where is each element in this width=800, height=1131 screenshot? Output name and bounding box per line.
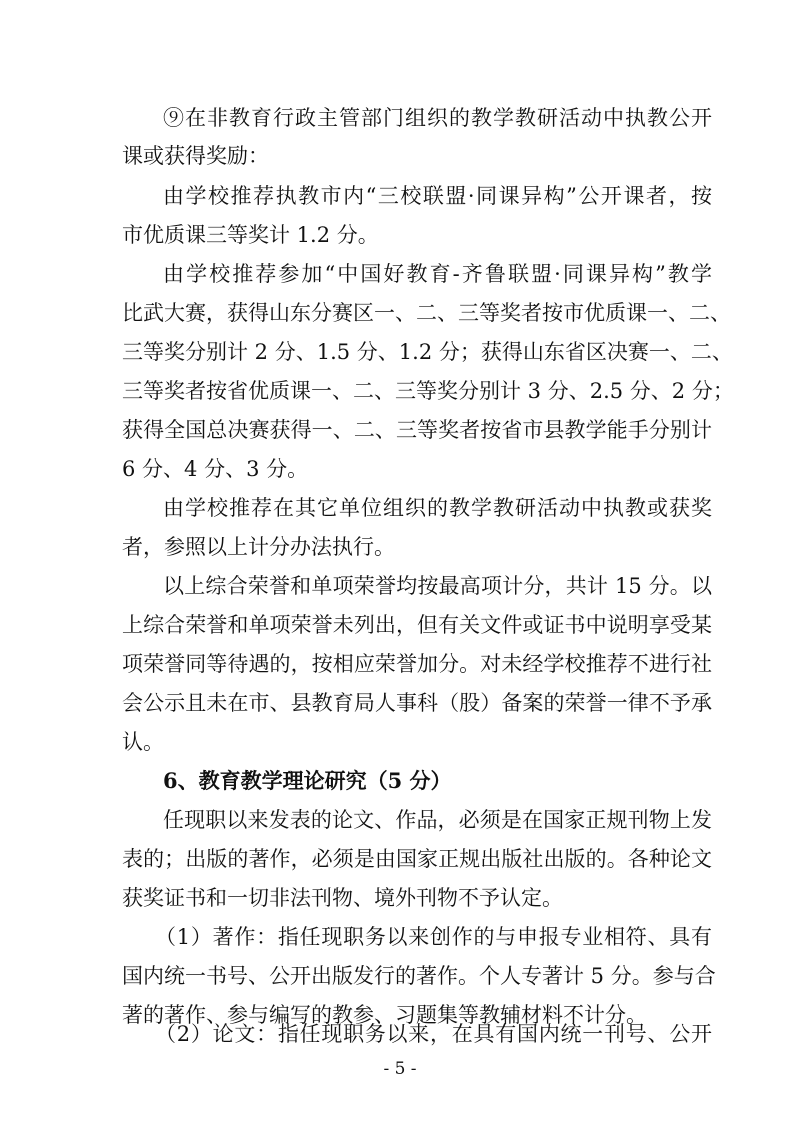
paragraph-theory-line-3: 获奖证书和一切非法刊物、境外刊物不予认定。: [122, 886, 563, 910]
paragraph-honors-line-4: 会公示且未在市、县教育局人事科（股）备案的荣誉一律不予承: [122, 691, 712, 715]
paragraph-qilu-line-2: 比武大赛，获得山东分赛区一、二、三等奖者按市优质课一、二、: [122, 301, 731, 325]
paragraph-theory-line-1: 任现职以来发表的论文、作品，必须是在国家正规刊物上发: [163, 808, 712, 832]
paragraph-sanxiao-line-2: 市优质课三等奖计 1.2 分。: [122, 223, 379, 247]
paragraph-honors-line-3: 项荣誉同等待遇的，按相应荣誉加分。对未经学校推荐不进行社: [122, 652, 712, 676]
paragraph-honors-line-5: 认。: [122, 730, 164, 754]
section-heading: 6、教育教学理论研究（5 分）: [163, 768, 452, 793]
paragraph-other-units-line-2: 者，参照以上计分办法执行。: [122, 535, 395, 559]
paragraph-qilu-line-3: 三等奖分别计 2 分、1.5 分、1.2 分；获得山东省区决赛一、二、: [122, 340, 733, 364]
paragraph-qilu-line-4: 三等奖者按省优质课一、二、三等奖分别计 3 分、2.5 分、2 分；: [122, 379, 734, 403]
paragraph-honors-line-2: 上综合荣誉和单项荣誉未列出，但有关文件或证书中说明享受某: [122, 613, 712, 637]
paragraph-item-9-line-2: 课或获得奖励：: [122, 144, 269, 168]
paragraph-qilu-line-5: 获得全国总决赛获得一、二、三等奖者按省市县教学能手分别计: [122, 418, 712, 442]
paragraph-theory-line-2: 表的；出版的著作，必须是由国家正规出版社出版的。各种论文: [122, 847, 712, 871]
paragraph-papers-line-1: （2）论文：指任现职务以来，在具有国内统一刊号、公开: [155, 1022, 712, 1046]
page-number: - 5 -: [383, 1059, 417, 1079]
paragraph-works-line-1: （1）著作：指任现职务以来创作的与申报专业相符、具有: [155, 925, 712, 949]
paragraph-works-line-3: 著的著作、参与编写的教参、习题集等教辅材料不计分。: [122, 1003, 647, 1027]
paragraph-qilu-line-6: 6 分、4 分、3 分。: [122, 457, 309, 481]
paragraph-works-line-2: 国内统一书号、公开出版发行的著作。个人专著计 5 分。参与合: [122, 964, 716, 988]
paragraph-other-units-line-1: 由学校推荐在其它单位组织的教学教研活动中执教或获奖: [163, 496, 712, 520]
paragraph-honors-line-1: 以上综合荣誉和单项荣誉均按最高项计分，共计 15 分。以: [163, 574, 712, 598]
paragraph-qilu-line-1: 由学校推荐参加“中国好教育-齐鲁联盟·同课异构”教学: [163, 262, 712, 286]
paragraph-sanxiao-line-1: 由学校推荐执教市内“三校联盟·同课异构”公开课者，按: [163, 184, 712, 208]
paragraph-item-9-line-1: ⑨在非教育行政主管部门组织的教学教研活动中执教公开: [163, 106, 712, 130]
